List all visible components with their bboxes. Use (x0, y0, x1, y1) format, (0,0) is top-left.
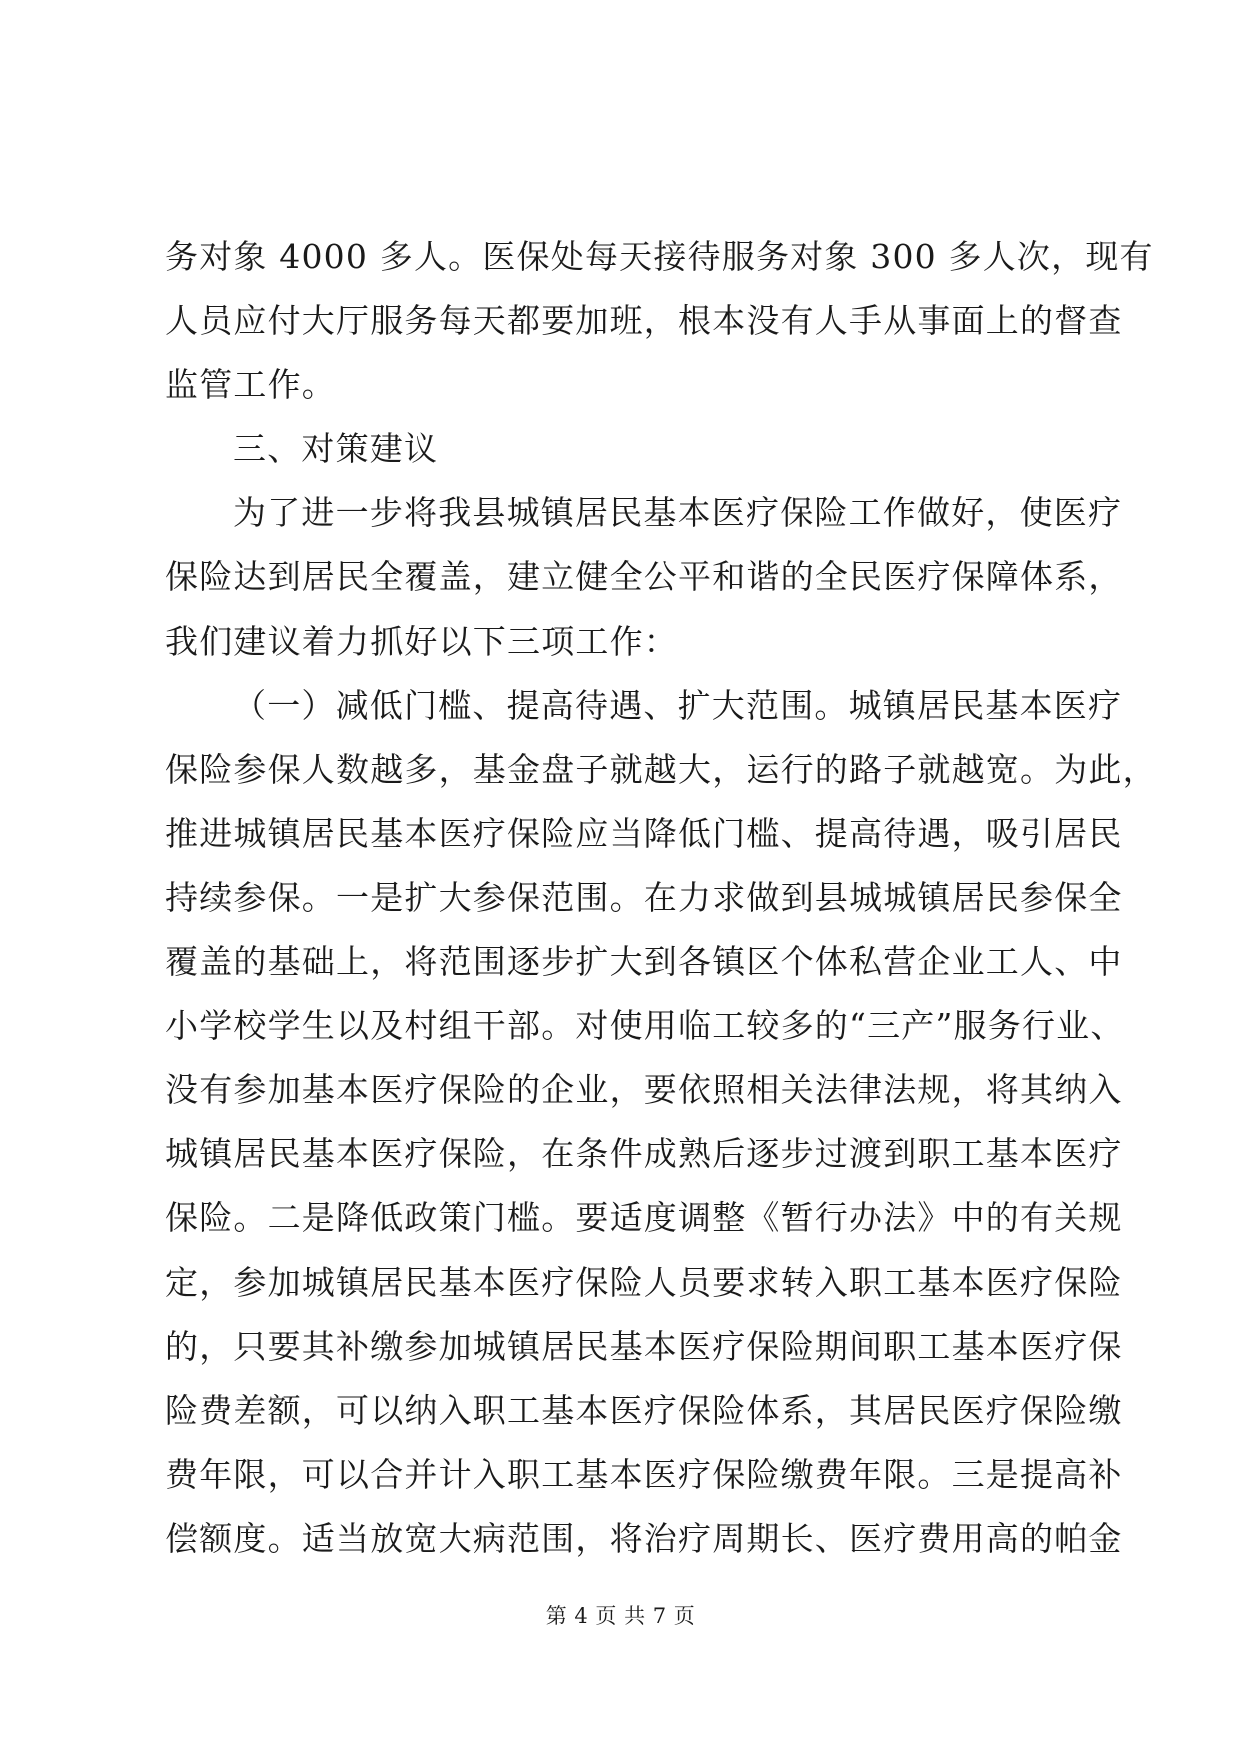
body-line: 城镇居民基本医疗保险，在条件成熟后逐步过渡到职工基本医疗 (165, 1134, 1123, 1174)
body-line: 险费差额，可以纳入职工基本医疗保险体系，其居民医疗保险缴 (165, 1390, 1123, 1430)
subsection-heading-line: （一）减低门槛、提高待遇、扩大范围。城镇居民基本医疗 (233, 685, 1123, 725)
body-line: 定，参加城镇居民基本医疗保险人员要求转入职工基本医疗保险 (165, 1262, 1123, 1302)
body-line: 覆盖的基础上，将范围逐步扩大到各镇区个体私营企业工人、中 (165, 942, 1123, 982)
body-line: 人员应付大厅服务每天都要加班，根本没有人手从事面上的督查 (165, 301, 1123, 341)
body-line: 监管工作。 (165, 365, 336, 405)
section-heading: 三、对策建议 (233, 429, 439, 469)
page-number-footer: 第 4 页 共 7 页 (545, 1604, 696, 1628)
document-body (165, 225, 1157, 1571)
body-line: 费年限，可以合并计入职工基本医疗保险缴费年限。三是提高补 (165, 1454, 1123, 1494)
body-line: 为了进一步将我县城镇居民基本医疗保险工作做好，使医疗 (233, 493, 1123, 533)
body-line: 持续参保。一是扩大参保范围。在力求做到县城城镇居民参保全 (165, 877, 1123, 917)
body-line: 保险达到居民全覆盖，建立健全公平和谐的全民医疗保障体系， (165, 557, 1123, 597)
body-line: 小学校学生以及村组干部。对使用临工较多的“三产”服务行业、 (165, 1006, 1125, 1046)
body-line: 保险。二是降低政策门槛。要适度调整《暂行办法》中的有关规 (165, 1198, 1123, 1238)
body-line: 我们建议着力抓好以下三项工作： (165, 621, 678, 661)
body-line: 保险参保人数越多，基金盘子就越大，运行的路子就越宽。为此， (165, 749, 1157, 789)
body-line: 的，只要其补缴参加城镇居民基本医疗保险期间职工基本医疗保 (165, 1326, 1123, 1366)
body-line: 没有参加基本医疗保险的企业，要依照相关法律法规，将其纳入 (165, 1070, 1123, 1110)
body-line: 偿额度。适当放宽大病范围，将治疗周期长、医疗费用高的帕金 (165, 1518, 1123, 1558)
body-line: 推进城镇居民基本医疗保险应当降低门槛、提高待遇，吸引居民 (165, 813, 1123, 853)
body-line: 务对象 4000 多人。医保处每天接待服务对象 300 多人次，现有 (165, 237, 1154, 276)
